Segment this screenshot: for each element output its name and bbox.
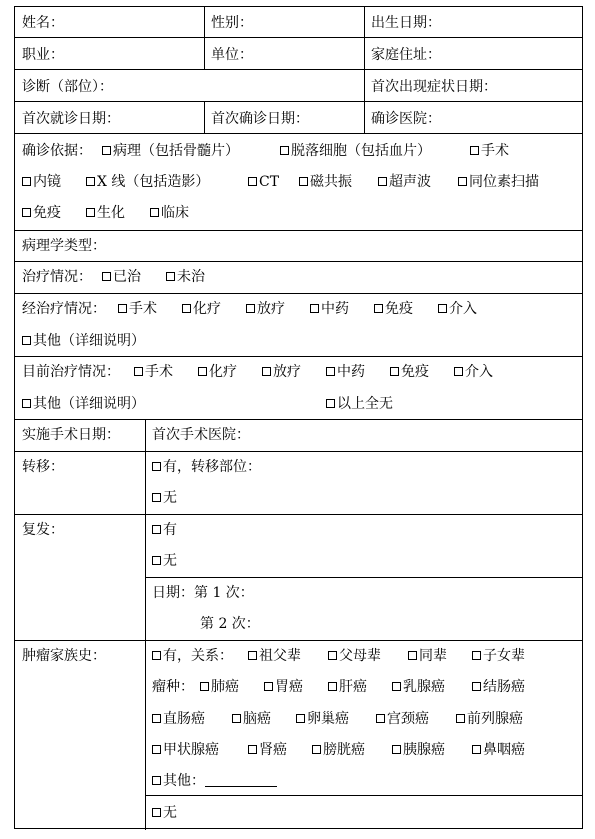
checkbox[interactable] <box>22 208 31 217</box>
cancer-lung[interactable] <box>200 678 239 696</box>
past-treatment-label: 经治疗情况： <box>22 301 106 317</box>
option-label: 放疗 <box>257 301 285 317</box>
relation-parents[interactable] <box>328 647 381 665</box>
checkbox[interactable] <box>152 808 161 817</box>
option-label: 胃癌 <box>275 679 303 695</box>
other-cancer-blank[interactable] <box>205 772 277 787</box>
checkbox[interactable] <box>152 776 161 785</box>
treatment-label: 治疗情况： <box>22 269 92 285</box>
cancer-nasopharyngeal[interactable] <box>472 741 525 759</box>
current-treatment-label: 目前治疗情况： <box>22 364 120 380</box>
cancer-brain[interactable] <box>232 710 271 728</box>
basis-option-cytology[interactable] <box>280 142 431 160</box>
job-label: 职业： <box>22 47 64 63</box>
option-label: 放疗 <box>273 364 301 380</box>
checkbox[interactable] <box>198 367 207 376</box>
option-label: 已治 <box>113 269 141 285</box>
checkbox[interactable] <box>378 177 387 186</box>
metastasis-no[interactable] <box>152 489 177 507</box>
checkbox[interactable] <box>454 367 463 376</box>
recurrence-no[interactable] <box>152 552 177 570</box>
checkbox[interactable] <box>458 177 467 186</box>
checkbox[interactable] <box>22 399 31 408</box>
checkbox[interactable] <box>248 651 257 660</box>
col-divider <box>145 419 146 830</box>
col-divider <box>204 101 205 133</box>
option-label: 肺癌 <box>211 679 239 695</box>
basis-option-mri[interactable] <box>299 173 352 191</box>
option-label: 磁共振 <box>310 174 352 190</box>
option-label: 手术 <box>481 143 509 159</box>
current-treatment-surgery[interactable] <box>134 363 173 381</box>
option-label: 手术 <box>129 301 157 317</box>
option-label: 肝癌 <box>339 679 367 695</box>
current-treatment-tcm[interactable] <box>326 363 365 381</box>
checkbox[interactable] <box>118 304 127 313</box>
checkbox[interactable] <box>472 651 481 660</box>
past-treatment-chemo[interactable] <box>182 300 221 318</box>
first-visit-date-label: 首次就诊日期： <box>22 111 120 127</box>
past-treatment-radio[interactable] <box>246 300 285 318</box>
checkbox[interactable] <box>152 525 161 534</box>
option-label: 脱落细胞（包括血片） <box>291 143 431 159</box>
cancer-thyroid[interactable] <box>152 741 219 759</box>
cancer-cervical[interactable] <box>376 710 429 728</box>
row-divider <box>15 356 582 357</box>
checkbox[interactable] <box>152 714 161 723</box>
option-label: 子女辈 <box>483 648 525 664</box>
checkbox[interactable] <box>312 745 321 754</box>
past-treatment-tcm[interactable] <box>310 300 349 318</box>
option-label: 有 <box>163 522 177 538</box>
checkbox[interactable] <box>86 208 95 217</box>
checkbox[interactable] <box>374 304 383 313</box>
row-divider <box>15 640 582 641</box>
checkbox[interactable] <box>232 714 241 723</box>
basis-option-clinical[interactable] <box>150 204 189 222</box>
cancer-prostate[interactable] <box>456 710 523 728</box>
checkbox[interactable] <box>166 272 175 281</box>
row-divider <box>15 261 582 262</box>
option-label: 内镜 <box>33 174 61 190</box>
row-divider <box>145 577 582 578</box>
checkbox[interactable] <box>22 336 31 345</box>
checkbox[interactable] <box>296 714 305 723</box>
cancer-rectal[interactable] <box>152 710 205 728</box>
address-label: 家庭住址： <box>371 47 441 63</box>
cancer-type-label: 瘤种： <box>152 679 194 695</box>
relation-grandparents[interactable] <box>248 647 301 665</box>
option-label: 直肠癌 <box>163 711 205 727</box>
basis-option-ultrasound[interactable] <box>378 173 431 191</box>
checkbox[interactable] <box>328 682 337 691</box>
option-label: 未治 <box>177 269 205 285</box>
checkbox[interactable] <box>262 367 271 376</box>
checkbox[interactable] <box>408 651 417 660</box>
diagnosis-label: 诊断（部位）： <box>22 79 113 95</box>
past-treatment-surgery[interactable] <box>118 300 157 318</box>
relation-children[interactable] <box>472 647 525 665</box>
row-divider <box>15 230 582 231</box>
option-label: 免疫 <box>33 205 61 221</box>
option-label: 其他（详细说明） <box>33 396 145 412</box>
checkbox[interactable] <box>310 304 319 313</box>
basis-option-surgery[interactable] <box>470 142 509 160</box>
row-divider <box>15 514 582 515</box>
option-label: 无 <box>163 490 177 506</box>
option-label: 介入 <box>465 364 493 380</box>
row-divider <box>15 451 582 452</box>
basis-option-immunity[interactable] <box>22 204 61 222</box>
checkbox[interactable] <box>326 367 335 376</box>
option-label: 中药 <box>337 364 365 380</box>
option-label: 病理（包括骨髓片） <box>113 143 239 159</box>
option-label: 前列腺癌 <box>467 711 523 727</box>
option-label: 免疫 <box>401 364 429 380</box>
metastasis-label: 转移： <box>22 459 64 475</box>
cancer-bladder[interactable] <box>312 741 365 759</box>
metastasis-yes[interactable] <box>152 458 261 476</box>
family-yes[interactable] <box>152 647 233 665</box>
option-label: 临床 <box>161 205 189 221</box>
option-label: 同位素扫描 <box>469 174 539 190</box>
row-divider <box>15 419 582 420</box>
option-label: 以上全无 <box>337 396 393 412</box>
col-divider <box>204 7 205 69</box>
checkbox[interactable] <box>182 304 191 313</box>
cancer-ovarian[interactable] <box>296 710 349 728</box>
row-divider <box>145 795 582 796</box>
option-label: 超声波 <box>389 174 431 190</box>
relation-siblings[interactable] <box>408 647 447 665</box>
option-label: 祖父辈 <box>259 648 301 664</box>
option-label: 卵巢癌 <box>307 711 349 727</box>
checkbox[interactable] <box>248 745 257 754</box>
option-label: 胰腺癌 <box>403 742 445 758</box>
checkbox[interactable] <box>299 177 308 186</box>
pathology-type-label: 病理学类型： <box>22 238 106 254</box>
option-label: 鼻咽癌 <box>483 742 525 758</box>
first-surgery-hospital-label: 首次手术医院： <box>152 427 250 443</box>
option-label: 同辈 <box>419 648 447 664</box>
checkbox[interactable] <box>438 304 447 313</box>
checkbox[interactable] <box>472 682 481 691</box>
option-label: 无 <box>163 553 177 569</box>
checkbox[interactable] <box>264 682 273 691</box>
checkbox[interactable] <box>22 177 31 186</box>
cancer-colon[interactable] <box>472 678 525 696</box>
checkbox[interactable] <box>152 651 161 660</box>
current-treatment-chemo[interactable] <box>198 363 237 381</box>
checkbox[interactable] <box>390 367 399 376</box>
past-treatment-other[interactable] <box>22 332 145 350</box>
option-label: 有，转移部位： <box>163 459 261 475</box>
recurrence-first-label: 第 1 次： <box>194 585 254 601</box>
basis-option-isotope[interactable] <box>458 173 539 191</box>
option-label: 甲状腺癌 <box>163 742 219 758</box>
option-label: 免疫 <box>385 301 413 317</box>
confirm-hospital-label: 确诊医院： <box>371 111 441 127</box>
option-label: 中药 <box>321 301 349 317</box>
recurrence-date-label <box>152 584 254 602</box>
option-label: 生化 <box>97 205 125 221</box>
option-label: 化疗 <box>209 364 237 380</box>
birth-date-label: 出生日期： <box>371 15 441 31</box>
option-label: 手术 <box>145 364 173 380</box>
recurrence-label: 复发： <box>22 522 64 538</box>
checkbox[interactable] <box>102 272 111 281</box>
cancer-other[interactable] <box>152 772 277 790</box>
name-label: 姓名： <box>22 15 64 31</box>
basis-option-ct[interactable] <box>248 173 279 191</box>
option-label: 脑癌 <box>243 711 271 727</box>
row-divider <box>15 69 582 70</box>
basis-option-biochem[interactable] <box>86 204 125 222</box>
checkbox[interactable] <box>152 493 161 502</box>
checkbox[interactable] <box>86 177 95 186</box>
first-confirm-date-label: 首次确诊日期： <box>211 111 309 127</box>
family-no[interactable] <box>152 804 177 822</box>
treatment-option-untreated[interactable] <box>166 268 205 286</box>
checkbox[interactable] <box>328 651 337 660</box>
first-symptom-date-label: 首次出现症状日期： <box>371 79 497 95</box>
current-treatment-interventional[interactable] <box>454 363 493 381</box>
cancer-pancreatic[interactable] <box>392 741 445 759</box>
current-treatment-other[interactable] <box>22 395 145 413</box>
checkbox[interactable] <box>246 304 255 313</box>
option-label: X 线（包括造影） <box>97 174 210 190</box>
current-treatment-immuno[interactable] <box>390 363 429 381</box>
checkbox[interactable] <box>152 556 161 565</box>
current-treatment-radio[interactable] <box>262 363 301 381</box>
cancer-kidney[interactable] <box>248 741 287 759</box>
checkbox[interactable] <box>134 367 143 376</box>
checkbox[interactable] <box>376 714 385 723</box>
basis-option-endoscopy[interactable] <box>22 173 61 191</box>
checkbox[interactable] <box>200 682 209 691</box>
checkbox[interactable] <box>456 714 465 723</box>
checkbox[interactable] <box>470 146 479 155</box>
treatment-option-treated[interactable] <box>102 268 141 286</box>
option-label: 父母辈 <box>339 648 381 664</box>
checkbox[interactable] <box>392 682 401 691</box>
current-treatment-none[interactable] <box>326 395 393 413</box>
col-divider <box>364 101 365 133</box>
option-label: 肾癌 <box>259 742 287 758</box>
row-divider <box>15 133 582 134</box>
option-label: 无 <box>163 805 177 821</box>
basis-option-xray[interactable] <box>86 173 209 191</box>
option-label: 其他（详细说明） <box>33 333 145 349</box>
checkbox[interactable] <box>248 177 257 186</box>
medical-history-form <box>14 6 583 829</box>
checkbox[interactable] <box>152 462 161 471</box>
gender-label: 性别： <box>211 15 253 31</box>
basis-label: 确诊依据： <box>22 143 92 159</box>
past-treatment-immuno[interactable] <box>374 300 413 318</box>
unit-label: 单位： <box>211 47 253 63</box>
checkbox[interactable] <box>152 745 161 754</box>
cancer-stomach[interactable] <box>264 678 303 696</box>
option-label: 结肠癌 <box>483 679 525 695</box>
option-label: 有，关系： <box>163 648 233 664</box>
option-label: 乳腺癌 <box>403 679 445 695</box>
checkbox[interactable] <box>102 146 111 155</box>
checkbox[interactable] <box>150 208 159 217</box>
checkbox[interactable] <box>326 399 335 408</box>
col-divider <box>364 7 365 69</box>
checkbox[interactable] <box>472 745 481 754</box>
past-treatment-interventional[interactable] <box>438 300 477 318</box>
row-divider <box>15 37 582 38</box>
option-label: 宫颈癌 <box>387 711 429 727</box>
family-history-label: 肿瘤家族史： <box>22 648 106 664</box>
option-label: 其他： <box>163 773 205 789</box>
option-label: 化疗 <box>193 301 221 317</box>
option-label: 介入 <box>449 301 477 317</box>
option-label: CT <box>259 174 280 190</box>
row-divider <box>15 101 582 102</box>
option-label: 膀胱癌 <box>323 742 365 758</box>
cancer-breast[interactable] <box>392 678 445 696</box>
row-divider <box>15 293 582 294</box>
checkbox[interactable] <box>280 146 289 155</box>
col-divider <box>364 69 365 101</box>
basis-option-pathology[interactable] <box>102 142 239 160</box>
date-label: 日期： <box>152 585 194 601</box>
recurrence-yes[interactable] <box>152 521 177 539</box>
surgery-date-label: 实施手术日期： <box>22 427 120 443</box>
checkbox[interactable] <box>392 745 401 754</box>
recurrence-second-label: 第 2 次： <box>200 616 260 632</box>
cancer-liver[interactable] <box>328 678 367 696</box>
